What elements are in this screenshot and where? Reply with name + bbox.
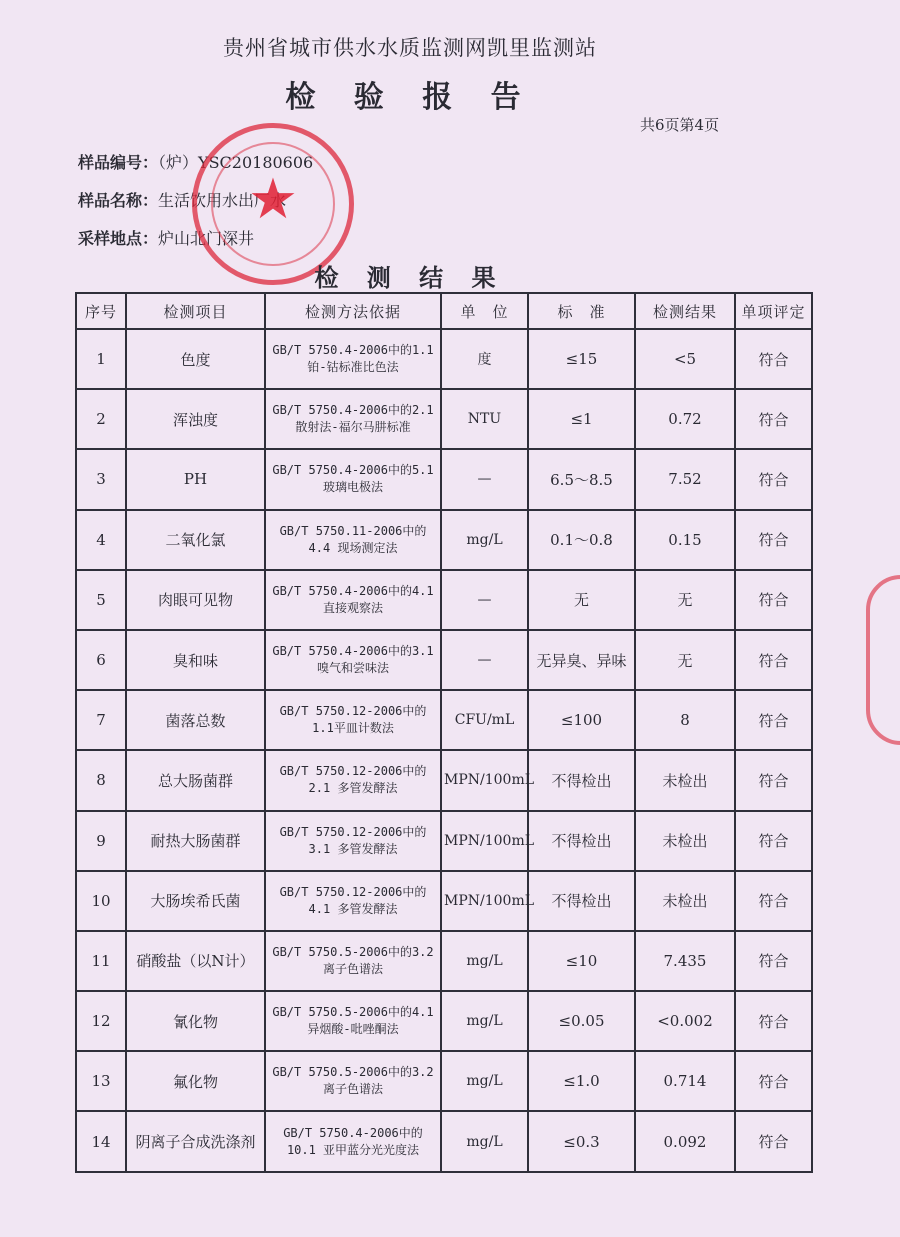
cell-unit: 度	[441, 329, 528, 389]
cell-method	[265, 871, 441, 931]
cell-unit: mg/L	[441, 991, 528, 1051]
report-title: 检 验 报 告	[285, 80, 535, 115]
method-line-1: GB/T 5750.4-2006中的	[283, 1125, 423, 1140]
cell-method	[265, 931, 441, 991]
method-line-1: GB/T 5750.12-2006中的	[279, 824, 427, 839]
cell-item: 浑浊度	[126, 389, 265, 449]
col-header-unit: 单 位	[441, 293, 528, 329]
cell-method	[265, 449, 441, 509]
method-line-1: GB/T 5750.12-2006中的	[279, 704, 427, 719]
sample-id-value: （炉）YSC20180606	[158, 153, 314, 172]
method-line-1: GB/T 5750.5-2006中的3.2	[272, 1065, 434, 1080]
cell-no: 8	[76, 750, 126, 810]
cell-item: 耐热大肠菌群	[126, 811, 265, 871]
col-header-method: 检测方法依据	[265, 293, 441, 329]
method-line-2: 散射法-福尔马肼标准	[295, 420, 411, 435]
cell-result: 0.15	[635, 510, 735, 570]
cell-result: 0.092	[635, 1111, 735, 1171]
col-header-no: 序号	[76, 293, 126, 329]
col-header-item: 检测项目	[126, 293, 265, 329]
method-line-1: GB/T 5750.4-2006中的2.1	[272, 403, 434, 418]
cell-standard: 6.5～8.5	[528, 449, 635, 509]
table-row	[76, 871, 812, 931]
cell-no: 6	[76, 630, 126, 690]
cell-no: 9	[76, 811, 126, 871]
table-row	[76, 630, 812, 690]
cell-no: 12	[76, 991, 126, 1051]
cell-result: 未检出	[635, 871, 735, 931]
cell-standard: ≤100	[528, 690, 635, 750]
cell-item: 总大肠菌群	[126, 750, 265, 810]
cell-method	[265, 991, 441, 1051]
cell-no: 13	[76, 1051, 126, 1111]
method-line-2: 10.1 亚甲蓝分光光度法	[286, 1142, 420, 1157]
table-row	[76, 329, 812, 389]
method-line-1: GB/T 5750.12-2006中的	[279, 884, 427, 899]
cell-judgement: 符合	[735, 449, 812, 509]
cell-item: PH	[126, 449, 265, 509]
cell-judgement: 符合	[735, 690, 812, 750]
cell-unit: —	[441, 630, 528, 690]
seal-star-icon: ★	[247, 167, 299, 232]
cell-unit: CFU/mL	[441, 690, 528, 750]
method-line-1: GB/T 5750.12-2006中的	[279, 764, 427, 779]
cell-result: 7.52	[635, 449, 735, 509]
cell-no: 11	[76, 931, 126, 991]
section-title: 检 测 结 果	[314, 263, 506, 292]
cell-result: 未检出	[635, 750, 735, 810]
method-line-2: 直接观察法	[322, 600, 383, 615]
method-line-1: GB/T 5750.4-2006中的4.1	[272, 583, 434, 598]
cell-standard: 0.1～0.8	[528, 510, 635, 570]
col-header-standard: 标 准	[528, 293, 635, 329]
cell-unit: NTU	[441, 389, 528, 449]
col-header-result: 检测结果	[635, 293, 735, 329]
method-line-1: GB/T 5750.5-2006中的3.2	[272, 944, 434, 959]
cell-method	[265, 570, 441, 630]
cell-standard: ≤1	[528, 389, 635, 449]
page-count: 共6页第4页	[640, 116, 720, 134]
method-line-1: GB/T 5750.4-2006中的5.1	[272, 463, 434, 478]
method-line-2: 异烟酸-吡唑酮法	[307, 1022, 399, 1037]
cell-standard: 无异臭、异味	[528, 630, 635, 690]
sample-name-label: 样品名称：	[78, 191, 159, 210]
cell-standard: ≤10	[528, 931, 635, 991]
cell-result: <0.002	[635, 991, 735, 1051]
method-line-1: GB/T 5750.11-2006中的	[279, 523, 427, 538]
cell-item: 大肠埃希氏菌	[126, 871, 265, 931]
table-row	[76, 389, 812, 449]
cell-no: 2	[76, 389, 126, 449]
cell-method	[265, 1111, 441, 1171]
cell-standard: 无	[528, 570, 635, 630]
cell-judgement: 符合	[735, 871, 812, 931]
cell-item: 臭和味	[126, 630, 265, 690]
cell-item: 阴离子合成洗涤剂	[126, 1111, 265, 1171]
cell-method	[265, 1051, 441, 1111]
cell-no: 14	[76, 1111, 126, 1171]
method-line-2: 2.1 多管发酵法	[308, 781, 398, 796]
cell-result: 0.72	[635, 389, 735, 449]
cell-judgement: 符合	[735, 811, 812, 871]
cell-no: 5	[76, 570, 126, 630]
method-line-2: 4.1 多管发酵法	[308, 901, 398, 916]
method-line-2: 1.1平皿计数法	[312, 721, 394, 736]
col-header-judgement: 单项评定	[735, 293, 812, 329]
table-row	[76, 510, 812, 570]
cell-standard: 不得检出	[528, 811, 635, 871]
table-row	[76, 690, 812, 750]
cell-unit: mg/L	[441, 510, 528, 570]
table-header-row	[76, 293, 812, 329]
cell-item: 氰化物	[126, 991, 265, 1051]
sample-location-value: 炉山北门深井	[158, 229, 255, 248]
cell-method	[265, 329, 441, 389]
cell-method	[265, 389, 441, 449]
method-line-2: 嗅气和尝味法	[316, 661, 389, 676]
method-line-1: GB/T 5750.5-2006中的4.1	[272, 1005, 434, 1020]
cell-judgement: 符合	[735, 1111, 812, 1171]
organization-title: 贵州省城市供水水质监测网凯里监测站	[223, 36, 597, 60]
cell-unit: mg/L	[441, 931, 528, 991]
cell-result: 无	[635, 630, 735, 690]
cell-judgement: 符合	[735, 510, 812, 570]
cell-judgement: 符合	[735, 991, 812, 1051]
cell-standard: ≤0.05	[528, 991, 635, 1051]
cell-method	[265, 750, 441, 810]
cell-standard: 不得检出	[528, 750, 635, 810]
sample-id-label: 样品编号：	[78, 153, 159, 172]
cell-method	[265, 811, 441, 871]
cell-no: 1	[76, 329, 126, 389]
cell-method	[265, 510, 441, 570]
table-row	[76, 750, 812, 810]
cell-item: 硝酸盐（以N计）	[126, 931, 265, 991]
cell-result: 7.435	[635, 931, 735, 991]
cell-unit: MPN/100mL	[441, 871, 528, 931]
table-row	[76, 570, 812, 630]
edge-seal-stamp	[866, 575, 900, 745]
cell-judgement: 符合	[735, 630, 812, 690]
cell-unit: mg/L	[441, 1051, 528, 1111]
cell-result: 未检出	[635, 811, 735, 871]
cell-result: 8	[635, 690, 735, 750]
cell-item: 二氧化氯	[126, 510, 265, 570]
cell-result: <5	[635, 329, 735, 389]
cell-judgement: 符合	[735, 570, 812, 630]
cell-unit: MPN/100mL	[441, 750, 528, 810]
cell-judgement: 符合	[735, 931, 812, 991]
cell-result: 无	[635, 570, 735, 630]
table-row	[76, 931, 812, 991]
sample-location-label: 采样地点：	[78, 229, 159, 248]
cell-no: 10	[76, 871, 126, 931]
cell-judgement: 符合	[735, 750, 812, 810]
cell-judgement: 符合	[735, 329, 812, 389]
cell-item: 肉眼可见物	[126, 570, 265, 630]
cell-result: 0.714	[635, 1051, 735, 1111]
method-line-2: 离子色谱法	[322, 1082, 383, 1097]
cell-method	[265, 630, 441, 690]
table-row	[76, 1111, 812, 1171]
cell-standard: ≤0.3	[528, 1111, 635, 1171]
cell-unit: —	[441, 570, 528, 630]
cell-unit: —	[441, 449, 528, 509]
cell-standard: ≤15	[528, 329, 635, 389]
cell-standard: ≤1.0	[528, 1051, 635, 1111]
cell-item: 氟化物	[126, 1051, 265, 1111]
cell-unit: MPN/100mL	[441, 811, 528, 871]
cell-no: 7	[76, 690, 126, 750]
table-row	[76, 449, 812, 509]
cell-method	[265, 690, 441, 750]
table-row	[76, 811, 812, 871]
sample-name-value: 生活饮用水出厂水	[158, 191, 287, 210]
table-row	[76, 991, 812, 1051]
cell-item: 色度	[126, 329, 265, 389]
table-row	[76, 1051, 812, 1111]
cell-unit: mg/L	[441, 1111, 528, 1171]
cell-judgement: 符合	[735, 1051, 812, 1111]
method-line-2: 铂-钴标准比色法	[307, 360, 399, 375]
cell-standard: 不得检出	[528, 871, 635, 931]
method-line-2: 离子色谱法	[322, 961, 383, 976]
cell-no: 3	[76, 449, 126, 509]
cell-item: 菌落总数	[126, 690, 265, 750]
results-table	[75, 292, 813, 1173]
method-line-1: GB/T 5750.4-2006中的1.1	[272, 343, 434, 358]
method-line-2: 3.1 多管发酵法	[308, 841, 398, 856]
method-line-1: GB/T 5750.4-2006中的3.1	[272, 644, 434, 659]
cell-judgement: 符合	[735, 389, 812, 449]
cell-no: 4	[76, 510, 126, 570]
method-line-2: 4.4 现场测定法	[308, 540, 398, 555]
method-line-2: 玻璃电极法	[322, 480, 383, 495]
